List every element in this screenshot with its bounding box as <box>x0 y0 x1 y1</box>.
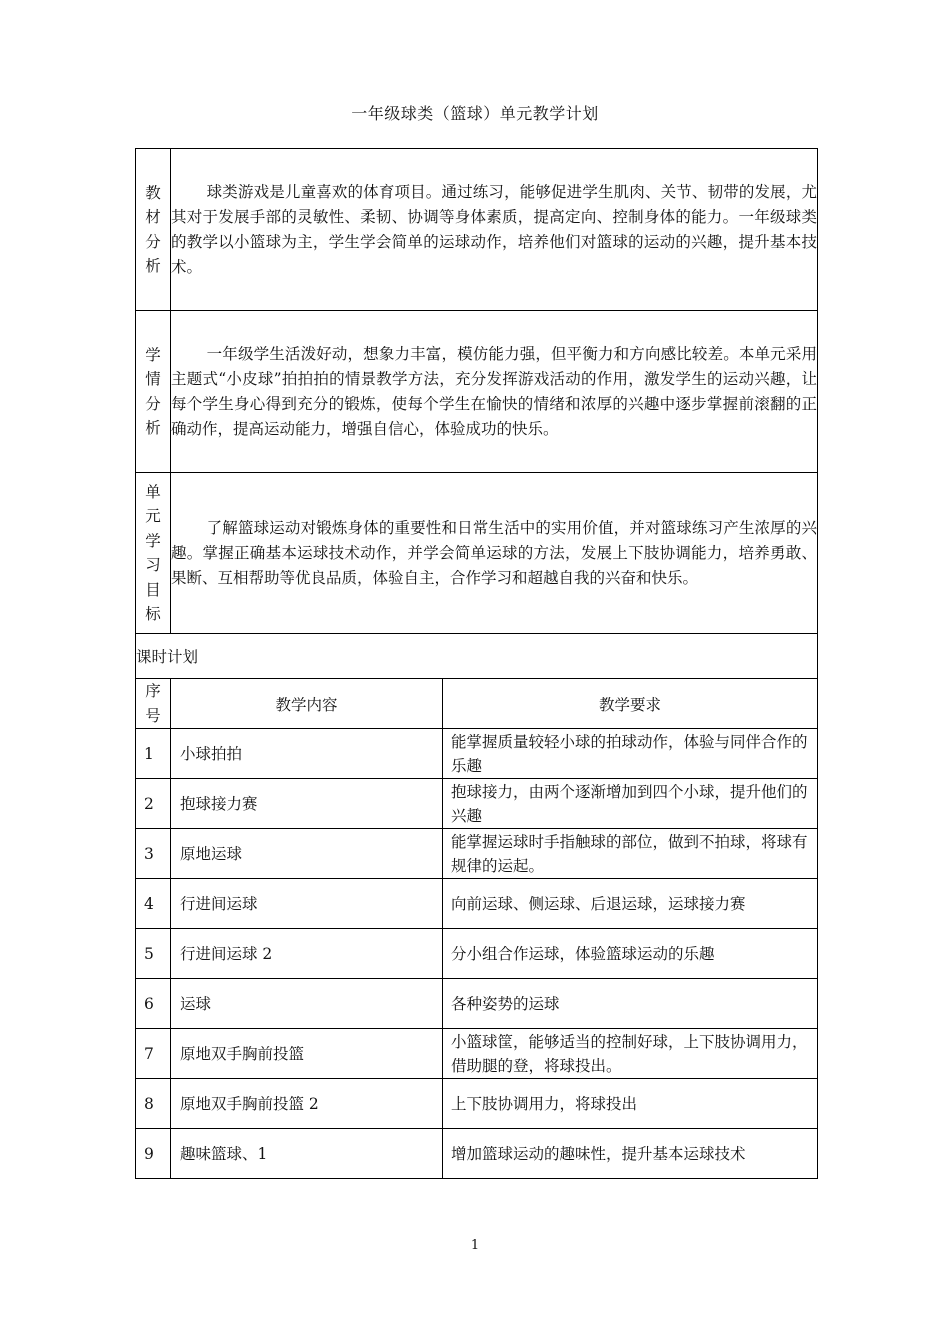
table-row <box>136 979 818 1029</box>
row-requirement: 能掌握质量较轻小球的拍球动作，体验与同伴合作的乐趣 <box>443 729 818 779</box>
table-row <box>136 779 818 829</box>
section-text: 一年级学生活泼好动，想象力丰富，模仿能力强，但平衡力和方向感比较差。本单元采用主题式“小皮球”拍拍拍的情景教学方法，充分发挥游戏活动的作用，激发学生的运动兴趣，让每个学生身心得到充分的锻炼，使每个学生在愉快的情绪和浓厚的兴趣中逐步掌握前滚翻的正确动作，提高运动能力，增强自信心，体验成功的快乐。 <box>171 311 818 473</box>
header-num: 序 号 <box>136 679 171 729</box>
table-row <box>136 929 818 979</box>
section-label: 单 元 学 习 目 标 <box>136 473 171 634</box>
row-content: 行进间运球 2 <box>171 929 443 979</box>
row-requirement: 小篮球筐，能够适当的控制好球，上下肢协调用力，借助腿的登，将球投出。 <box>443 1029 818 1079</box>
row-num: 8 <box>136 1079 171 1129</box>
schedule-title-row <box>136 634 818 679</box>
schedule-header-row <box>136 679 818 729</box>
row-num: 3 <box>136 829 171 879</box>
section-student-analysis <box>136 311 818 473</box>
row-requirement: 增加篮球运动的趣味性，提升基本运球技术 <box>443 1129 818 1179</box>
row-requirement: 各种姿势的运球 <box>443 979 818 1029</box>
page-number: 1 <box>470 1238 480 1253</box>
row-num: 2 <box>136 779 171 829</box>
row-num: 7 <box>136 1029 171 1079</box>
row-num: 9 <box>136 1129 171 1179</box>
header-content: 教学内容 <box>171 679 443 729</box>
section-text: 球类游戏是儿童喜欢的体育项目。通过练习，能够促进学生肌肉、关节、韧带的发展，尤其对于发展手部的灵敏性、柔韧、协调等身体素质，提高定向、控制身体的能力。一年级球类的教学以小篮球为主，学生学会简单的运球动作，培养他们对篮球的运动的兴趣，提升基本技术。 <box>171 149 818 311</box>
row-num: 1 <box>136 729 171 779</box>
row-content: 原地双手胸前投篮 2 <box>171 1079 443 1129</box>
row-requirement: 能掌握运球时手指触球的部位，做到不拍球，将球有规律的运起。 <box>443 829 818 879</box>
section-text: 了解篮球运动对锻炼身体的重要性和日常生活中的实用价值，并对篮球练习产生浓厚的兴趣。掌握正确基本运球技术动作，并学会简单运球的方法，发展上下肢协调能力，培养勇敢、果断、互相帮助等优良品质，体验自主，合作学习和超越自我的兴奋和快乐。 <box>171 473 818 634</box>
row-content: 趣味篮球、1 <box>171 1129 443 1179</box>
section-unit-goals <box>136 473 818 634</box>
schedule-title: 课时计划 <box>136 634 818 679</box>
row-content: 原地双手胸前投篮 <box>171 1029 443 1079</box>
row-num: 4 <box>136 879 171 929</box>
row-requirement: 分小组合作运球，体验篮球运动的乐趣 <box>443 929 818 979</box>
teaching-plan-table <box>135 148 818 1179</box>
table-row <box>136 879 818 929</box>
row-content: 小球拍拍 <box>171 729 443 779</box>
document-title: 一年级球类（篮球）单元教学计划 <box>351 104 599 123</box>
row-content: 抱球接力赛 <box>171 779 443 829</box>
header-requirement: 教学要求 <box>443 679 818 729</box>
table-row <box>136 729 818 779</box>
section-material-analysis <box>136 149 818 311</box>
row-num: 6 <box>136 979 171 1029</box>
row-content: 行进间运球 <box>171 879 443 929</box>
section-label: 教 材 分 析 <box>136 149 171 311</box>
table-row <box>136 1029 818 1079</box>
table-row <box>136 1079 818 1129</box>
row-content: 原地运球 <box>171 829 443 879</box>
row-content: 运球 <box>171 979 443 1029</box>
row-num: 5 <box>136 929 171 979</box>
table-row <box>136 1129 818 1179</box>
row-requirement: 上下肢协调用力，将球投出 <box>443 1079 818 1129</box>
table-row <box>136 829 818 879</box>
row-requirement: 向前运球、侧运球、后退运球，运球接力赛 <box>443 879 818 929</box>
row-requirement: 抱球接力，由两个逐渐增加到四个小球，提升他们的兴趣 <box>443 779 818 829</box>
section-label: 学 情 分 析 <box>136 311 171 473</box>
